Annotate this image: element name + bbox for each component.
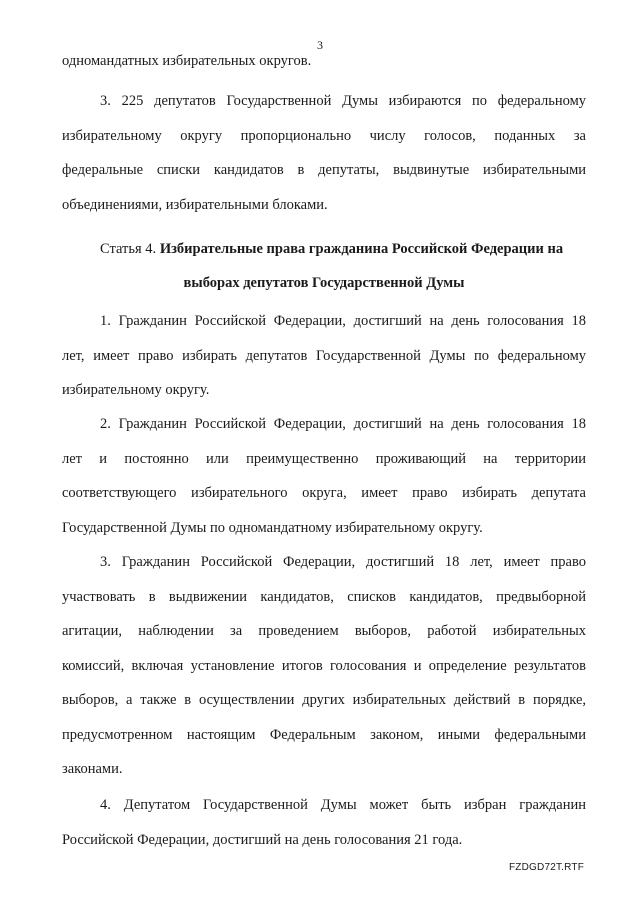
text-line: законами. <box>62 761 123 777</box>
text-line: Российской Федерации, достигший на день голосования 21 года. <box>62 831 463 848</box>
text-line: Государственной Думы по одномандатному избирательному округу. <box>62 519 483 536</box>
text-line: 1. Гражданин Российской Федерации, достигший на день голосования 18 <box>100 313 586 329</box>
text-line: 3. Гражданин Российской Федерации, достигший 18 лет, имеет право <box>100 554 586 570</box>
article-title-part-2: выборах депутатов Государственной Думы <box>183 275 465 291</box>
paragraph-article-4-item-1 <box>62 304 586 408</box>
document-file-code: FZDGD72T.RTF <box>509 862 584 873</box>
text-line: лет и постоянно или преимущественно проживающий на территории <box>62 450 586 467</box>
text-line: одномандатных избирательных округов. <box>62 53 312 69</box>
text-line: 4. Депутатом Государственной Думы может быть избран гражданин <box>100 797 586 813</box>
paragraph-item-3 <box>62 84 586 222</box>
text-line: федеральные списки кандидатов в депутаты, выдвинутые избирательными <box>62 162 586 178</box>
paragraph-article-4-item-2 <box>62 407 586 545</box>
paragraph-article-4-item-4 <box>62 788 586 857</box>
text-line: выборов, а также в осуществлении других избирательных действий в порядке, <box>62 692 586 708</box>
text-line: агитации, наблюдении за проведением выборов, работой избирательных <box>62 623 586 639</box>
text-line: избирательному округу. <box>62 382 210 398</box>
article-title-part-1: Избирательные права гражданина Российской Федерации на <box>159 241 564 257</box>
text-line: участвовать в выдвижении кандидатов, списков кандидатов, предвыборной <box>62 588 586 605</box>
text-line: комиссий, включая установление итогов голосования и определение результатов <box>62 657 586 674</box>
text-line: предусмотренном настоящим Федеральным законом, иными федеральными <box>62 726 586 743</box>
text-line: избирательному округу пропорционально числу голосов, поданных за <box>62 127 586 144</box>
text-line: объединениями, избирательными блоками. <box>62 196 328 213</box>
text-line: 2. Гражданин Российской Федерации, достигший на день голосования 18 <box>100 416 586 432</box>
article-heading <box>62 232 586 300</box>
page-number: 3 <box>317 38 323 52</box>
paragraph-article-4-item-3 <box>62 545 586 787</box>
article-heading-line-1 <box>62 232 586 266</box>
paragraph-continuation <box>62 44 586 79</box>
text-line: лет, имеет право избирать депутатов Государственной Думы по федеральному <box>62 347 586 364</box>
article-label: Статья 4. <box>100 241 157 257</box>
text-line: соответствующего избирательного округа, имеет право избирать депутата <box>62 485 586 501</box>
text-line: 3. 225 депутатов Государственной Думы избираются по федеральному <box>100 93 586 109</box>
